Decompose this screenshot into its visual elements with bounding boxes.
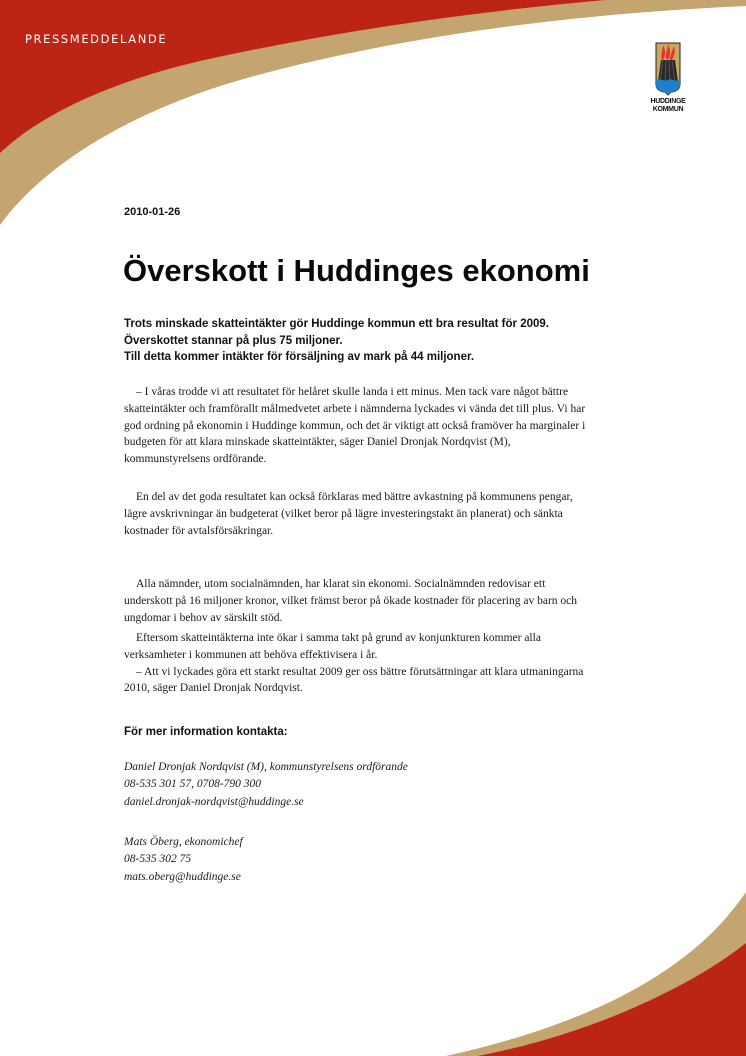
logo-text-line2: KOMMUN bbox=[652, 106, 684, 113]
body-paragraph-text: Eftersom skatteintäkterna inte ökar i samma takt på grund av konjunkturen kommer alla verksamheter i kommunen att behöva effektivisera i år. bbox=[124, 632, 541, 661]
contact-phone: 08-535 302 75 bbox=[124, 853, 192, 866]
lead-line-1: Trots minskade skatteintäkter gör Huddinge kommun ett bra resultat för 2009. Överskottet stannar på plus 75 miljoner. bbox=[124, 318, 549, 347]
contact-block-2 bbox=[124, 834, 243, 886]
body-paragraph-text: Alla nämnder, utom socialnämnden, har klarat sin ekonomi. Socialnämnden redovisar ett underskott på 16 miljoner kronor, vilket främst beror på ökade kostnader för placering av barn och ungdomar i behov av särskilt stöd. bbox=[124, 578, 578, 624]
huddinge-kommun-logo bbox=[644, 42, 692, 114]
contact-email-link[interactable]: daniel.dronjak-nordqvist@huddinge.se bbox=[124, 795, 304, 808]
huddinge-coat-of-arms-icon bbox=[655, 42, 681, 96]
body-paragraph-text: En del av det goda resultatet kan också förklaras med bättre avkastning på kommunens pengar, lägre avskrivningar än budgeterat (vilket beror på lägre investeringstakt än planerat) och sänkta kostnader för avtalsförsäkringar. bbox=[124, 491, 573, 537]
body-paragraph-2 bbox=[124, 489, 594, 539]
body-paragraph-3 bbox=[124, 576, 594, 626]
contact-block-1 bbox=[124, 759, 408, 811]
body-paragraph-1 bbox=[124, 384, 594, 468]
body-paragraph-quote: – Att vi lyckades göra ett starkt resultat 2009 ger oss bättre förutsättningar att klara utmaningarna 2010, säger Daniel Dronjak Nordqvist. bbox=[124, 665, 584, 695]
release-date: 2010-01-26 bbox=[124, 206, 181, 218]
contact-heading: För mer information kontakta: bbox=[124, 726, 288, 738]
page-title: Överskott i Huddinges ekonomi bbox=[123, 253, 590, 288]
contact-name-role: Mats Öberg, ekonomichef bbox=[124, 836, 243, 848]
press-release-label: PRESSMEDDELANDE bbox=[25, 32, 168, 46]
contact-name-role: Daniel Dronjak Nordqvist (M), kommunstyrelsens ordförande bbox=[124, 761, 408, 773]
lead-paragraph bbox=[124, 316, 594, 366]
body-paragraph-4 bbox=[124, 630, 594, 697]
body-paragraph-text: – I våras trodde vi att resultatet för helåret skulle landa i ett minus. Men tack vare något bättre skatteintäkter och framförallt målmedvetet arbete i nämnderna lyckades vi vända det till plus. Vi har god ordning på ekonomin i Huddinge kommun, och det är viktigt att också framöver ha marginaler i budgeten för att klara minskade skatteintäkter, säger Daniel Dronjak Nordqvist (M), kommunstyrelsens ordförande. bbox=[124, 386, 586, 466]
logo-text-line1: HUDDINGE bbox=[650, 98, 686, 105]
contact-phone: 08-535 301 57, 0708-790 300 bbox=[124, 778, 262, 791]
lead-line-2: Till detta kommer intäkter för försäljning av mark på 44 miljoner. bbox=[124, 351, 475, 363]
contact-email-link[interactable]: mats.oberg@huddinge.se bbox=[124, 870, 241, 883]
